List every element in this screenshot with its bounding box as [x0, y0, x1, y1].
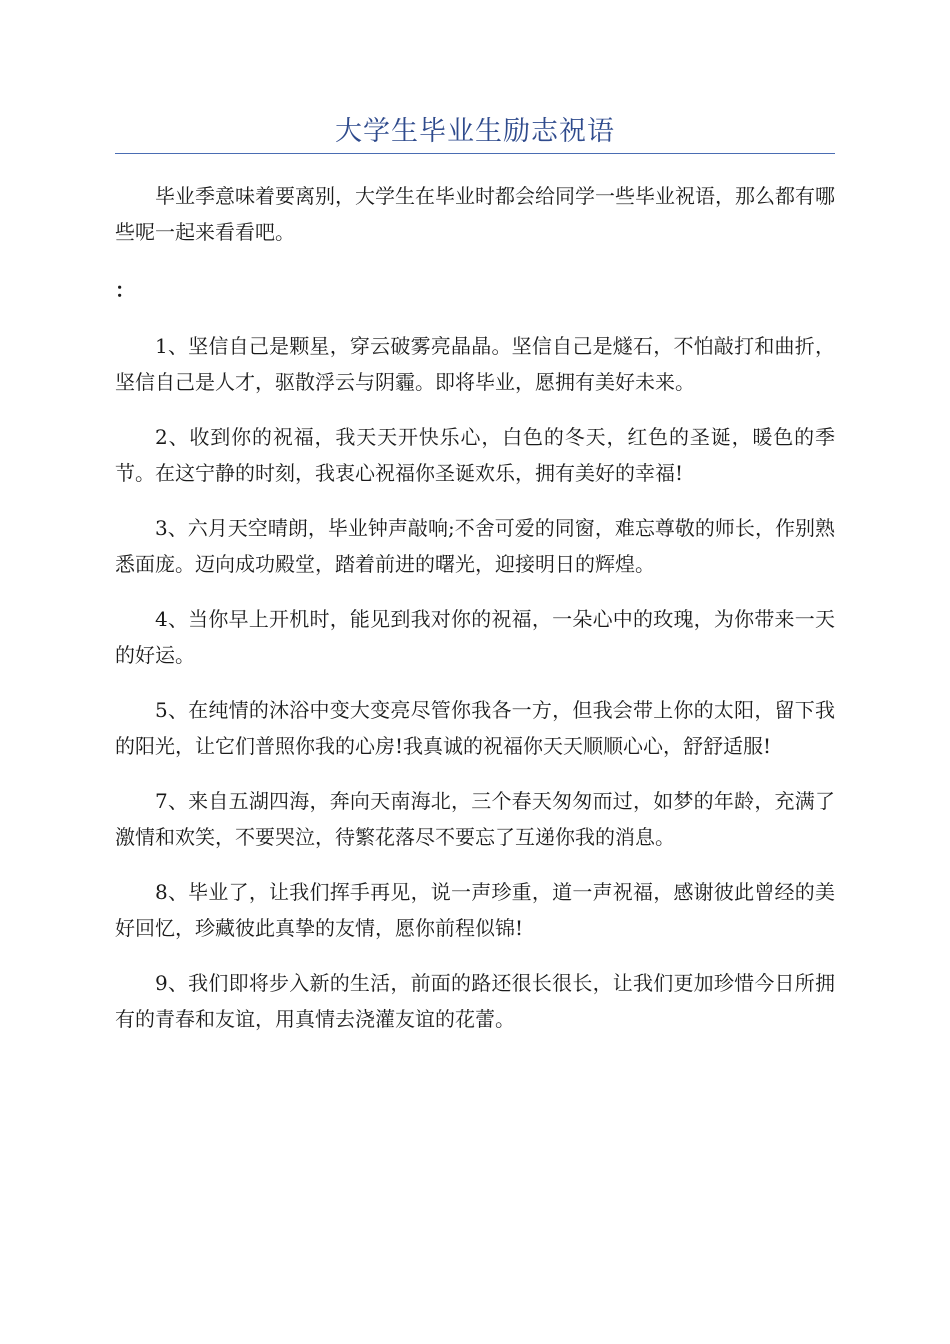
wish-item-2: 2、收到你的祝福，我天天开快乐心，白色的冬天，红色的圣诞，暖色的季节。在这宁静的时刻，我衷心祝福你圣诞欢乐，拥有美好的幸福!: [115, 425, 835, 485]
wish-item-5: 5、在纯情的沐浴中变大变亮尽管你我各一方，但我会带上你的太阳，留下我的阳光，让它们普照你我的心房!我真诚的祝福你天天顺顺心心，舒舒适服!: [115, 698, 835, 758]
intro-paragraph: 毕业季意味着要离别，大学生在毕业时都会给同学一些毕业祝语，那么都有哪些呢一起来看看吧。: [115, 184, 835, 244]
colon-line: ：: [115, 278, 135, 302]
wish-item-9: 9、我们即将步入新的生活，前面的路还很长很长，让我们更加珍惜今日所拥有的青春和友谊，用真情去浇灌友谊的花蕾。: [115, 971, 835, 1031]
title-underline: [115, 153, 835, 154]
document-body: [115, 178, 835, 1056]
wish-item-7: 7、来自五湖四海，奔向天南海北，三个春天匆匆而过，如梦的年龄，充满了激情和欢笑，不要哭泣，待繁花落尽不要忘了互递你我的消息。: [115, 789, 835, 849]
wish-item-4: 4、当你早上开机时，能见到我对你的祝福，一朵心中的玫瑰，为你带来一天的好运。: [115, 607, 835, 667]
wish-item-8: 8、毕业了，让我们挥手再见，说一声珍重，道一声祝福，感谢彼此曾经的美好回忆，珍藏彼此真挚的友情，愿你前程似锦!: [115, 880, 835, 940]
wish-item-1: 1、坚信自己是颗星，穿云破雾亮晶晶。坚信自己是燧石，不怕敲打和曲折，坚信自己是人才，驱散浮云与阴霾。即将毕业，愿拥有美好未来。: [115, 334, 835, 394]
document-title: 大学生毕业生励志祝语: [335, 116, 615, 147]
wish-item-3: 3、六月天空晴朗，毕业钟声敲响;不舍可爱的同窗，难忘尊敬的师长，作别熟悉面庞。迈向成功殿堂，踏着前进的曙光，迎接明日的辉煌。: [115, 516, 835, 576]
